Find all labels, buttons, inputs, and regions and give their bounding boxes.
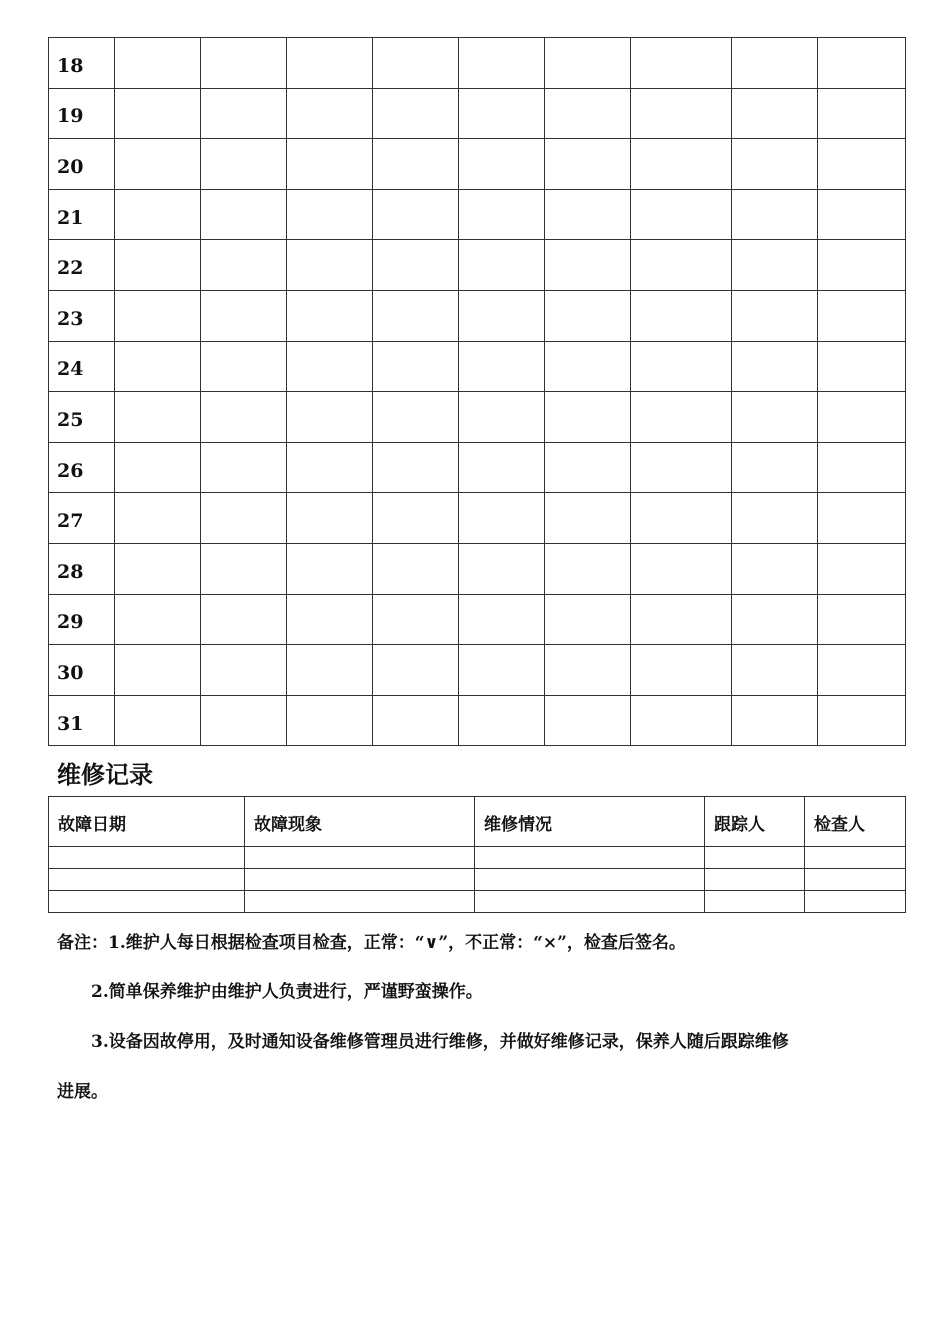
check-cell[interactable] [818,645,906,696]
check-cell[interactable] [545,695,631,746]
check-cell[interactable] [115,695,201,746]
table-row [49,891,906,913]
cell [475,891,705,913]
check-cell[interactable] [373,341,459,392]
check-cell[interactable] [287,594,373,645]
check-cell[interactable] [545,594,631,645]
check-cell[interactable] [201,139,287,190]
check-cell[interactable] [545,392,631,443]
day-number: 31 [49,695,115,746]
check-cell[interactable] [287,442,373,493]
check-cell[interactable] [201,240,287,291]
table-row [49,139,906,190]
table-row [49,88,906,139]
check-cell[interactable] [115,240,201,291]
check-cell[interactable] [115,442,201,493]
note-line-1: 备注：1.维护人每日根据检查项目检查，正常：“∨”，不正常：“×”，检查后签名。 [57,933,686,953]
check-cell[interactable] [732,645,818,696]
check-cell[interactable] [373,38,459,89]
check-cell[interactable] [287,189,373,240]
check-cell[interactable] [631,695,732,746]
check-cell[interactable] [287,392,373,443]
header-inspector: 检查人 [805,797,906,847]
header-repair-status: 维修情况 [475,797,705,847]
check-cell[interactable] [818,38,906,89]
check-cell[interactable] [373,695,459,746]
check-cell[interactable] [732,290,818,341]
check-cell[interactable] [631,290,732,341]
check-cell[interactable] [818,594,906,645]
cell [245,847,475,869]
day-number: 27 [49,493,115,544]
check-cell[interactable] [459,88,545,139]
check-cell[interactable] [201,290,287,341]
cell [245,869,475,891]
check-cell[interactable] [287,38,373,89]
check-cell[interactable] [545,645,631,696]
check-cell[interactable] [115,290,201,341]
check-cell[interactable] [287,543,373,594]
table-row [49,543,906,594]
table-row [49,594,906,645]
check-cell[interactable] [631,442,732,493]
check-cell[interactable] [373,392,459,443]
day-number: 19 [49,88,115,139]
check-cell[interactable] [459,442,545,493]
table-row [49,695,906,746]
check-cell[interactable] [459,645,545,696]
check-cell[interactable] [818,493,906,544]
check-cell[interactable] [545,189,631,240]
day-number: 28 [49,543,115,594]
check-cell[interactable] [115,594,201,645]
check-cell[interactable] [201,695,287,746]
daily-check-table [48,37,906,746]
check-cell[interactable] [287,139,373,190]
check-cell[interactable] [732,695,818,746]
cell [49,847,245,869]
check-cell[interactable] [545,139,631,190]
check-cell[interactable] [287,695,373,746]
check-cell[interactable] [818,392,906,443]
check-cell[interactable] [287,290,373,341]
check-cell[interactable] [201,543,287,594]
check-cell[interactable] [201,493,287,544]
check-cell[interactable] [201,189,287,240]
check-cell[interactable] [373,543,459,594]
check-cell[interactable] [115,645,201,696]
check-cell[interactable] [201,392,287,443]
check-cell[interactable] [115,543,201,594]
check-cell[interactable] [201,88,287,139]
check-cell[interactable] [287,88,373,139]
check-cell[interactable] [373,240,459,291]
check-cell[interactable] [201,442,287,493]
check-cell[interactable] [631,594,732,645]
check-cell[interactable] [201,341,287,392]
table-row [49,869,906,891]
check-cell[interactable] [732,88,818,139]
cell [49,891,245,913]
table-row [49,341,906,392]
day-number: 24 [49,341,115,392]
check-cell[interactable] [459,240,545,291]
day-number: 25 [49,392,115,443]
repair-record-title: 维修记录 [57,760,153,789]
check-cell[interactable] [732,240,818,291]
day-number: 18 [49,38,115,89]
check-cell[interactable] [818,189,906,240]
check-cell[interactable] [459,139,545,190]
check-cell[interactable] [631,493,732,544]
check-cell[interactable] [818,442,906,493]
check-cell[interactable] [373,645,459,696]
header-fault-symptom: 故障现象 [245,797,475,847]
check-cell[interactable] [115,392,201,443]
check-cell[interactable] [373,139,459,190]
check-cell[interactable] [631,341,732,392]
check-cell[interactable] [373,493,459,544]
table-row [49,645,906,696]
check-cell[interactable] [732,189,818,240]
check-cell[interactable] [115,493,201,544]
check-cell[interactable] [545,341,631,392]
header-tracker: 跟踪人 [705,797,805,847]
check-cell[interactable] [373,442,459,493]
note-line-3: 3.设备因故停用，及时通知设备维修管理员进行维修，并做好维修记录，保养人随后跟踪维修 [91,1032,789,1052]
check-cell[interactable] [732,392,818,443]
check-cell[interactable] [545,543,631,594]
cell [805,847,906,869]
day-number: 20 [49,139,115,190]
check-cell[interactable] [732,38,818,89]
cell [705,891,805,913]
check-cell[interactable] [732,493,818,544]
cell [245,891,475,913]
check-cell[interactable] [631,240,732,291]
check-cell[interactable] [732,543,818,594]
day-number: 21 [49,189,115,240]
check-cell[interactable] [631,189,732,240]
table-row [49,38,906,89]
check-cell[interactable] [115,139,201,190]
check-cell[interactable] [459,493,545,544]
check-cell[interactable] [201,38,287,89]
repair-header-row [49,797,906,847]
check-cell[interactable] [631,139,732,190]
check-cell[interactable] [459,341,545,392]
check-cell[interactable] [545,290,631,341]
cell [475,869,705,891]
check-cell[interactable] [287,240,373,291]
check-cell[interactable] [459,543,545,594]
check-cell[interactable] [459,594,545,645]
table-row [49,493,906,544]
cell [705,847,805,869]
table-row [49,240,906,291]
check-cell[interactable] [201,645,287,696]
check-cell[interactable] [459,695,545,746]
check-cell[interactable] [818,240,906,291]
check-cell[interactable] [818,88,906,139]
table-row [49,290,906,341]
repair-record-table [48,796,906,913]
check-cell[interactable] [459,38,545,89]
check-cell[interactable] [631,392,732,443]
cell [475,847,705,869]
check-cell[interactable] [459,392,545,443]
check-cell[interactable] [201,594,287,645]
check-cell[interactable] [732,139,818,190]
check-cell[interactable] [373,189,459,240]
check-cell[interactable] [818,290,906,341]
day-number: 29 [49,594,115,645]
table-row [49,189,906,240]
check-cell[interactable] [115,341,201,392]
check-cell[interactable] [287,493,373,544]
day-number: 30 [49,645,115,696]
check-cell[interactable] [459,290,545,341]
check-cell[interactable] [115,88,201,139]
check-cell[interactable] [545,38,631,89]
check-cell[interactable] [545,88,631,139]
check-cell[interactable] [287,645,373,696]
check-cell[interactable] [732,341,818,392]
table-row [49,442,906,493]
check-cell[interactable] [631,543,732,594]
check-cell[interactable] [818,543,906,594]
check-cell[interactable] [373,88,459,139]
table-row [49,392,906,443]
check-cell[interactable] [631,88,732,139]
note-line-2: 2.简单保养维护由维护人负责进行，严谨野蛮操作。 [91,982,483,1002]
check-cell[interactable] [459,189,545,240]
check-cell[interactable] [631,645,732,696]
header-fault-date: 故障日期 [49,797,245,847]
day-number: 22 [49,240,115,291]
cell [49,869,245,891]
table-row [49,847,906,869]
cell [805,891,906,913]
check-cell[interactable] [732,594,818,645]
check-cell[interactable] [818,139,906,190]
check-cell[interactable] [818,695,906,746]
check-cell[interactable] [631,38,732,89]
check-cell[interactable] [373,290,459,341]
check-cell[interactable] [545,493,631,544]
check-cell[interactable] [818,341,906,392]
note-line-3-continued: 进展。 [57,1082,108,1102]
check-cell[interactable] [732,442,818,493]
day-number: 26 [49,442,115,493]
cell [805,869,906,891]
check-cell[interactable] [115,38,201,89]
check-cell[interactable] [287,341,373,392]
check-cell[interactable] [545,240,631,291]
check-cell[interactable] [545,442,631,493]
day-number: 23 [49,290,115,341]
check-cell[interactable] [115,189,201,240]
cell [705,869,805,891]
check-cell[interactable] [373,594,459,645]
